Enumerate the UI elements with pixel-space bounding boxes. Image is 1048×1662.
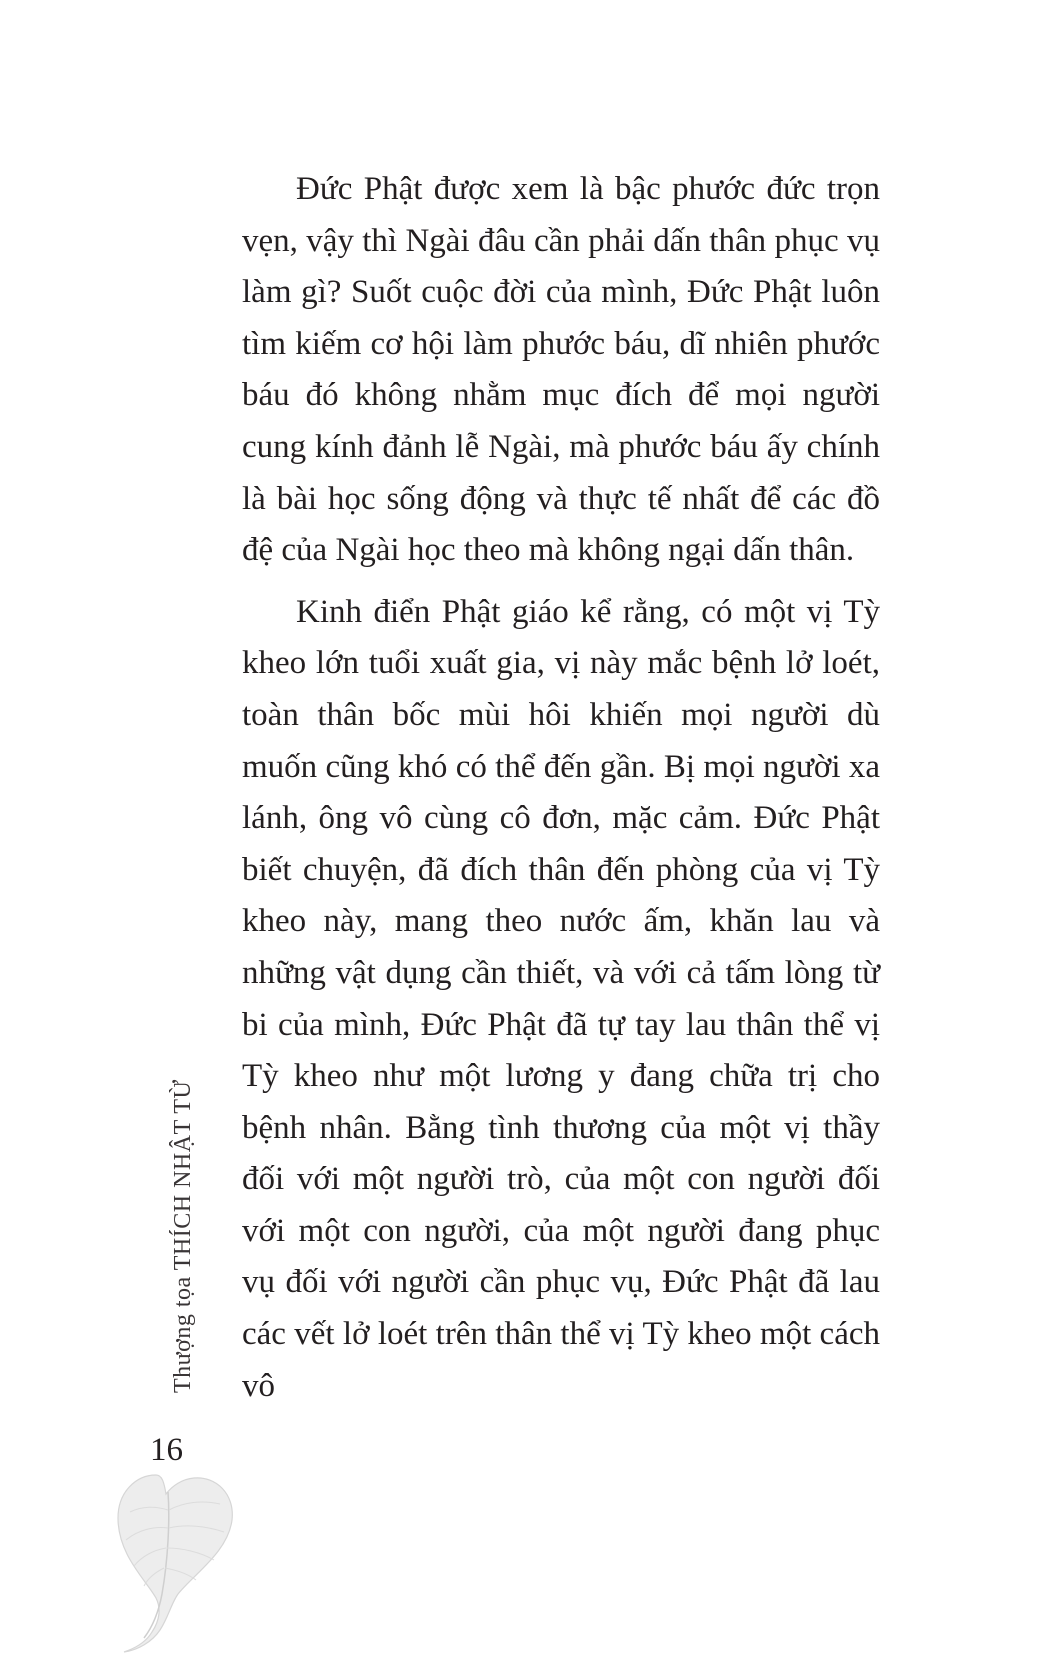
running-head-author: Thượng tọa THÍCH NHẬT TỪ — [170, 1079, 196, 1393]
paragraph-2: Kinh điển Phật giáo kể rằng, có một vị Tỳ kheo lớn tuổi xuất gia, vị này mắc bệnh lở loét, toàn thân bốc mùi hôi khiến mọi người dù muốn cũng khó có thể đến gần. Bị mọi người xa lánh, ông vô cùng cô đơn, mặc cảm. Đức Phật biết chuyện, đã đích thân đến phòng của vị Tỳ kheo này, mang theo nước ấm, khăn lau và những vật dụng cần thiết, và với cả tấm lòng từ bi của mình, Đức Phật đã tự tay lau thân thể vị Tỳ kheo như một lương y đang chữa trị cho bệnh nhân. Bằng tình thương của một vị thầy đối với một người trò, của một con người đối với một con người, của một người đang phục vụ đối với người cần phục vụ, Đức Phật đã lau các vết lở loét trên thân thể vị Tỳ kheo một cách vô — [242, 593, 880, 1404]
body-text — [242, 164, 880, 1412]
bodhi-leaf-icon — [116, 1470, 236, 1655]
page-number: 16 — [150, 1432, 183, 1468]
paragraph-1: Đức Phật được xem là bậc phước đức trọn vẹn, vậy thì Ngài đâu cần phải dấn thân phục vụ làm gì? Suốt cuộc đời của mình, Đức Phật luôn tìm kiếm cơ hội làm phước báu, dĩ nhiên phước báu đó không nhằm mục đích để mọi người cung kính đảnh lễ Ngài, mà phước báu ấy chính là bài học sống động và thực tế nhất để các đồ đệ của Ngài học theo mà không ngại dấn thân. — [242, 171, 880, 569]
